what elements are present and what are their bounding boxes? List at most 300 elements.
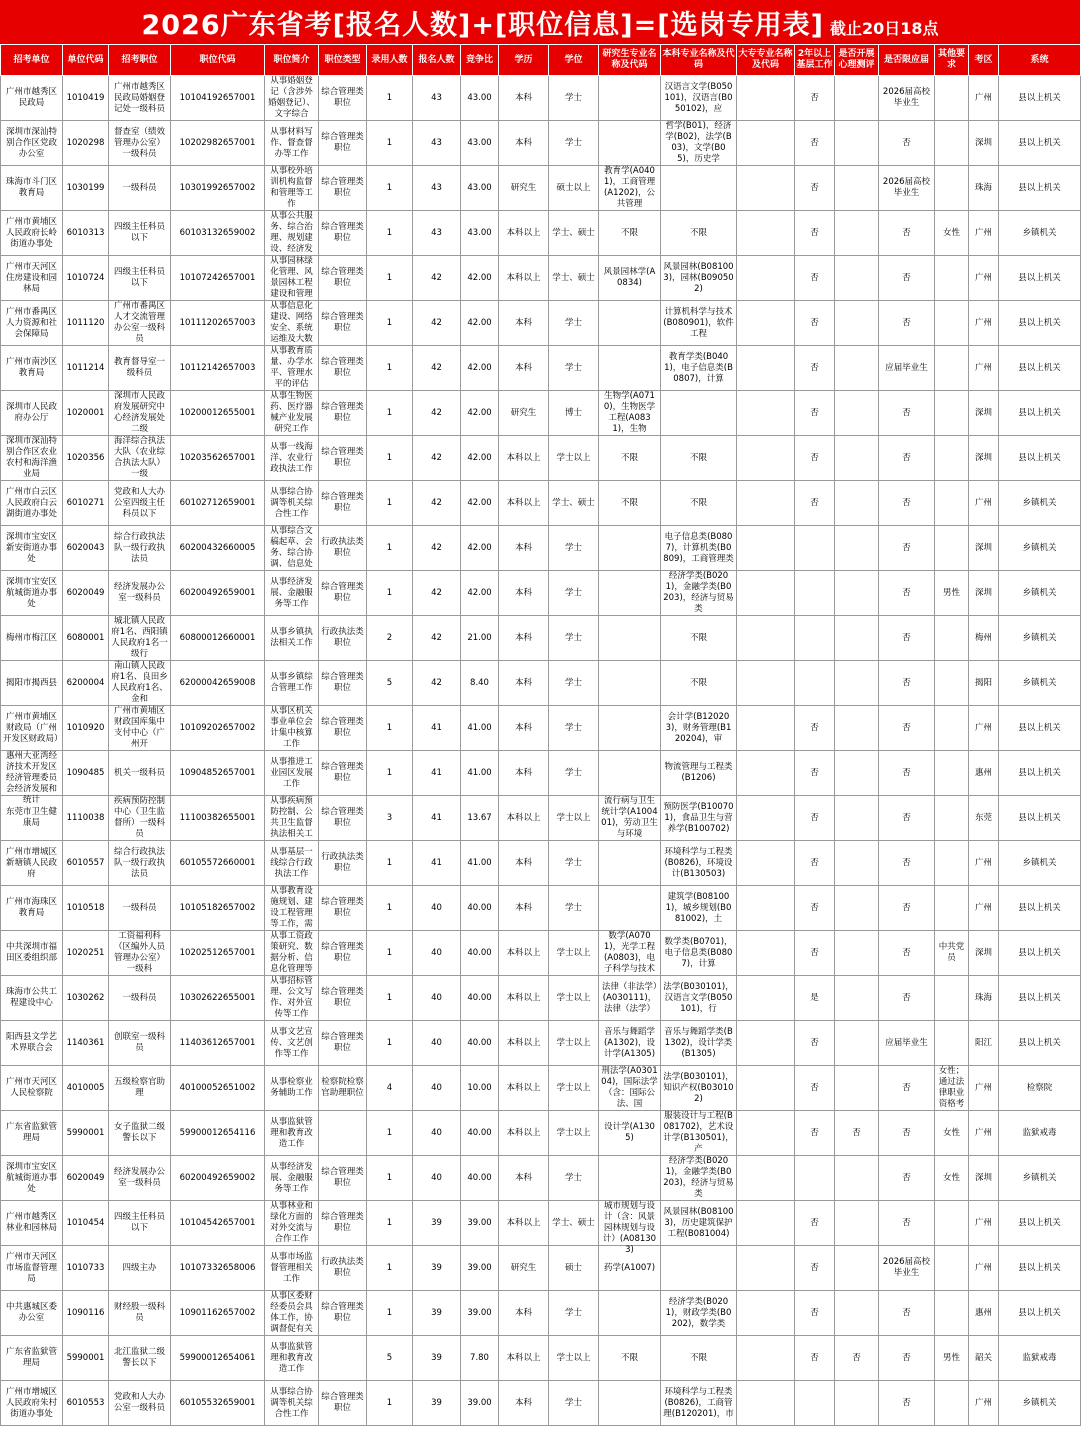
cell-text: 从事文艺宣传、文艺创作等工作 bbox=[270, 1026, 313, 1059]
cell-text: 从事信息化建设、网络安全、系统运维及大数 bbox=[270, 301, 313, 344]
table-cell bbox=[1, 1336, 63, 1381]
table-row bbox=[1, 751, 1081, 796]
table-cell bbox=[499, 436, 549, 481]
cell-text: 否 bbox=[810, 92, 819, 103]
cell-text: 四级主任科员以下 bbox=[113, 267, 165, 288]
cell-text: 学士、硕士 bbox=[552, 272, 595, 283]
cell-text: 10107332658006 bbox=[179, 1262, 256, 1273]
table-row bbox=[1, 166, 1081, 211]
table-cell bbox=[109, 1156, 171, 1201]
table-cell bbox=[499, 1291, 549, 1336]
cell-text: 42 bbox=[431, 542, 442, 553]
cell-text: 深圳市深汕特别合作区农业农村和海洋渔业局 bbox=[5, 436, 57, 479]
table-cell bbox=[171, 1336, 265, 1381]
table-cell bbox=[999, 841, 1081, 886]
cell-text: 从事经济发展、金融服务等工作 bbox=[270, 576, 313, 609]
table-cell bbox=[549, 1201, 599, 1246]
cell-text: 1 bbox=[386, 92, 393, 103]
table-row bbox=[1, 1336, 1081, 1381]
table-cell bbox=[599, 751, 661, 796]
table-cell bbox=[109, 841, 171, 886]
table-cell bbox=[109, 1291, 171, 1336]
table-cell bbox=[319, 1246, 367, 1291]
table-cell bbox=[413, 1291, 461, 1336]
table-cell bbox=[599, 616, 661, 661]
table-cell bbox=[835, 616, 879, 661]
table-cell bbox=[879, 796, 935, 841]
table-cell bbox=[969, 616, 999, 661]
cell-text: 广州市黄埔区人民政府长岭街道办事处 bbox=[5, 216, 57, 249]
cell-text: 从事区委财经委员会具体工作，协调督促有关 bbox=[270, 1291, 313, 1334]
table-cell bbox=[737, 841, 795, 886]
cell-text: 10301992657002 bbox=[179, 182, 256, 193]
cell-text: 数学类(B0701)，电子信息类(B0807)，计算 bbox=[664, 936, 733, 969]
table-cell bbox=[599, 1111, 661, 1156]
cell-text: 否 bbox=[810, 1262, 819, 1273]
table-row bbox=[1, 1066, 1081, 1111]
cell-text: 1 bbox=[386, 272, 393, 283]
table-cell bbox=[109, 436, 171, 481]
table-cell bbox=[413, 886, 461, 931]
table-cell bbox=[461, 76, 499, 121]
cell-text: 女性 bbox=[942, 1172, 960, 1183]
table-cell bbox=[1, 886, 63, 931]
table-cell bbox=[661, 301, 737, 346]
table-cell bbox=[935, 76, 969, 121]
table-cell bbox=[367, 886, 413, 931]
table-cell bbox=[1, 1246, 63, 1291]
cell-text: 县以上机关 bbox=[1018, 1037, 1061, 1048]
table-cell bbox=[795, 1246, 835, 1291]
cell-text: 43 bbox=[431, 227, 442, 238]
table-cell bbox=[599, 706, 661, 751]
cell-text: 珠海 bbox=[974, 182, 992, 193]
table-cell bbox=[661, 211, 737, 256]
table-cell bbox=[661, 976, 737, 1021]
cell-text: 43 bbox=[431, 137, 442, 148]
table-cell bbox=[999, 76, 1081, 121]
table-cell bbox=[413, 571, 461, 616]
cell-text: 10302622655001 bbox=[179, 992, 256, 1003]
cell-text: 1020298 bbox=[66, 137, 105, 148]
table-cell bbox=[265, 1381, 319, 1426]
cell-text: 10112142657003 bbox=[179, 362, 256, 373]
cell-text: 42.00 bbox=[467, 452, 492, 463]
table-cell bbox=[737, 886, 795, 931]
cell-text: 学士、硕士 bbox=[552, 497, 595, 508]
cell-text: 设计学(A1305) bbox=[604, 1122, 655, 1143]
table-cell bbox=[661, 1381, 737, 1426]
cell-text: 42.00 bbox=[467, 317, 492, 328]
table-cell bbox=[1, 301, 63, 346]
table-cell bbox=[109, 1066, 171, 1111]
cell-text: 从事教育质量、办学水平、管理水平的评估 bbox=[270, 346, 313, 389]
cell-text: 经济学类(B0201)，金融学类(B0203)，经济与贸易类 bbox=[663, 571, 734, 614]
table-cell bbox=[599, 661, 661, 706]
table-cell bbox=[265, 1066, 319, 1111]
cell-text: 39 bbox=[431, 1217, 442, 1228]
table-cell bbox=[109, 211, 171, 256]
cell-text: 音乐与舞蹈学(A1302)，设计学(A1305) bbox=[603, 1026, 656, 1059]
table-cell bbox=[599, 301, 661, 346]
table-cell bbox=[969, 526, 999, 571]
table-cell bbox=[367, 256, 413, 301]
cell-text: 综合管理类职位 bbox=[321, 87, 364, 108]
table-cell bbox=[737, 301, 795, 346]
table-cell bbox=[835, 121, 879, 166]
table-cell bbox=[661, 706, 737, 751]
cell-text: 学士 bbox=[564, 362, 582, 373]
table-cell bbox=[499, 1336, 549, 1381]
cell-text: 综合管理类职位 bbox=[321, 897, 364, 918]
table-cell bbox=[461, 841, 499, 886]
table-cell bbox=[795, 121, 835, 166]
table-cell bbox=[969, 391, 999, 436]
table-cell bbox=[319, 346, 367, 391]
cell-text: 2026届高校毕业生 bbox=[882, 1257, 931, 1278]
cell-text: 深圳 bbox=[974, 407, 992, 418]
table-cell bbox=[461, 481, 499, 526]
table-cell bbox=[461, 1201, 499, 1246]
column-header: 考区 bbox=[969, 45, 999, 76]
table-cell bbox=[969, 1201, 999, 1246]
table-cell bbox=[879, 1201, 935, 1246]
table-cell bbox=[737, 1336, 795, 1381]
table-cell bbox=[109, 481, 171, 526]
table-cell bbox=[265, 1246, 319, 1291]
table-cell bbox=[171, 1381, 265, 1426]
cell-text: 否 bbox=[902, 677, 911, 688]
cell-text: 深圳 bbox=[974, 542, 992, 553]
cell-text: 10203562657001 bbox=[179, 452, 256, 463]
cell-text: 42 bbox=[431, 587, 442, 598]
cell-text: 广州 bbox=[974, 1217, 992, 1228]
table-cell bbox=[171, 1156, 265, 1201]
cell-text: 4010005 bbox=[66, 1082, 105, 1093]
table-cell bbox=[795, 976, 835, 1021]
cell-text: 1 bbox=[386, 1397, 393, 1408]
table-cell bbox=[795, 931, 835, 976]
cell-text: 10111202657003 bbox=[179, 317, 256, 328]
cell-text: 本科以上 bbox=[506, 1082, 541, 1093]
cell-text: 党政和人大办公室一级科员 bbox=[113, 1392, 165, 1413]
cell-text: 本科 bbox=[514, 1397, 532, 1408]
table-cell bbox=[319, 886, 367, 931]
table-cell bbox=[1, 166, 63, 211]
table-cell bbox=[969, 931, 999, 976]
table-cell bbox=[319, 1066, 367, 1111]
cell-text: 6010313 bbox=[66, 227, 105, 238]
table-cell bbox=[969, 121, 999, 166]
cell-text: 否 bbox=[810, 407, 819, 418]
cell-text: 10202982657001 bbox=[179, 137, 256, 148]
cell-text: 41.00 bbox=[467, 857, 492, 868]
cell-text: 县以上机关 bbox=[1018, 452, 1061, 463]
table-cell bbox=[461, 301, 499, 346]
table-cell bbox=[549, 841, 599, 886]
table-cell bbox=[599, 976, 661, 1021]
table-cell bbox=[109, 166, 171, 211]
table-cell bbox=[499, 751, 549, 796]
cell-text: 否 bbox=[902, 812, 911, 823]
table-cell bbox=[1, 931, 63, 976]
table-cell bbox=[835, 256, 879, 301]
page-subtitle: 截止20日18点 bbox=[829, 18, 939, 38]
cell-text: 不限 bbox=[689, 452, 707, 463]
table-cell bbox=[171, 1111, 265, 1156]
table-cell bbox=[549, 931, 599, 976]
cell-text: 学士以上 bbox=[556, 1352, 591, 1363]
table-cell bbox=[499, 391, 549, 436]
cell-text: 不限 bbox=[689, 497, 707, 508]
cell-text: 县以上机关 bbox=[1018, 272, 1061, 283]
cell-text: 否 bbox=[810, 452, 819, 463]
table-cell bbox=[109, 1111, 171, 1156]
cell-text: 教育学类(B0401)，电子信息类(B0807)，计算 bbox=[664, 351, 733, 384]
cell-text: 40 bbox=[431, 1037, 442, 1048]
table-cell bbox=[1, 436, 63, 481]
table-cell bbox=[63, 166, 109, 211]
table-header-row bbox=[1, 45, 1081, 76]
cell-text: 40.00 bbox=[467, 1037, 492, 1048]
table-cell bbox=[265, 976, 319, 1021]
cell-text: 综合管理类职位 bbox=[321, 492, 364, 513]
table-cell bbox=[63, 1246, 109, 1291]
cell-text: 乡镇机关 bbox=[1022, 677, 1057, 688]
table-cell bbox=[319, 571, 367, 616]
table-cell bbox=[413, 256, 461, 301]
table-cell bbox=[661, 526, 737, 571]
title-bar bbox=[0, 0, 1080, 44]
table-cell bbox=[109, 661, 171, 706]
cell-text: 43 bbox=[431, 92, 442, 103]
table-cell bbox=[319, 1381, 367, 1426]
cell-text: 40 bbox=[431, 1127, 442, 1138]
table-cell bbox=[879, 571, 935, 616]
table-cell bbox=[461, 166, 499, 211]
table-cell bbox=[969, 346, 999, 391]
cell-text: 否 bbox=[810, 182, 819, 193]
cell-text: 五级检察官助理 bbox=[113, 1077, 165, 1098]
cell-text: 本科 bbox=[514, 92, 532, 103]
cell-text: 5 bbox=[386, 1352, 393, 1363]
cell-text: 综合管理类职位 bbox=[321, 312, 364, 333]
table-cell bbox=[461, 1381, 499, 1426]
cell-text: 本科 bbox=[514, 677, 532, 688]
table-cell bbox=[1, 706, 63, 751]
table-row bbox=[1, 1111, 1081, 1156]
table-cell bbox=[367, 211, 413, 256]
table-cell bbox=[737, 1111, 795, 1156]
table-cell bbox=[969, 301, 999, 346]
cell-text: 39.00 bbox=[467, 1217, 492, 1228]
cell-text: 从事园林绿化管理、风景园林工程建设和管理 bbox=[270, 256, 313, 299]
table-cell bbox=[795, 1291, 835, 1336]
cell-text: 6020043 bbox=[66, 542, 105, 553]
table-cell bbox=[999, 751, 1081, 796]
table-cell bbox=[935, 1291, 969, 1336]
cell-text: 否 bbox=[852, 1352, 861, 1363]
cell-text: 不限 bbox=[689, 677, 707, 688]
table-row bbox=[1, 796, 1081, 841]
cell-text: 60800012660001 bbox=[179, 632, 256, 643]
table-cell bbox=[171, 706, 265, 751]
table-cell bbox=[549, 1156, 599, 1201]
cell-text: 深圳市宝安区新安街道办事处 bbox=[5, 531, 57, 564]
cell-text: 10202512657001 bbox=[179, 947, 256, 958]
cell-text: 7.80 bbox=[470, 1352, 489, 1363]
cell-text: 从事基层一线综合行政执法工作 bbox=[270, 846, 313, 879]
table-cell bbox=[661, 166, 737, 211]
table-cell bbox=[795, 481, 835, 526]
cell-text: 8.40 bbox=[470, 677, 489, 688]
cell-text: 广州 bbox=[974, 272, 992, 283]
cell-text: 否 bbox=[902, 542, 911, 553]
cell-text: 乡镇机关 bbox=[1022, 497, 1057, 508]
cell-text: 汉语言文学(B050101)，汉语言(B050102)，应 bbox=[664, 81, 733, 114]
column-header: 研究生专业名称及代码 bbox=[599, 45, 661, 76]
cell-text: 综合管理类职位 bbox=[321, 267, 364, 288]
table-cell bbox=[413, 1066, 461, 1111]
table-cell bbox=[661, 1336, 737, 1381]
cell-text: 县以上机关 bbox=[1018, 722, 1061, 733]
cell-text: 乡镇机关 bbox=[1022, 587, 1057, 598]
cell-text: 1 bbox=[386, 452, 393, 463]
table-cell bbox=[935, 976, 969, 1021]
cell-text: 广州 bbox=[974, 722, 992, 733]
table-cell bbox=[265, 1336, 319, 1381]
table-cell bbox=[171, 1021, 265, 1066]
table-cell bbox=[879, 751, 935, 796]
cell-text: 否 bbox=[902, 1172, 911, 1183]
cell-text: 本科 bbox=[514, 587, 532, 598]
cell-text: 42.00 bbox=[467, 407, 492, 418]
table-cell bbox=[549, 256, 599, 301]
cell-text: 否 bbox=[902, 407, 911, 418]
cell-text: 一级科员 bbox=[122, 182, 157, 193]
table-cell bbox=[999, 256, 1081, 301]
cell-text: 广东省监狱管理局 bbox=[5, 1122, 57, 1143]
table-cell bbox=[795, 166, 835, 211]
cell-text: 东莞市卫生健康局 bbox=[5, 807, 57, 828]
cell-text: 5990001 bbox=[66, 1127, 105, 1138]
table-cell bbox=[879, 1111, 935, 1156]
table-cell bbox=[63, 841, 109, 886]
table-cell bbox=[367, 1201, 413, 1246]
cell-text: 本科以上 bbox=[506, 812, 541, 823]
cell-text: 42 bbox=[431, 452, 442, 463]
table-cell bbox=[549, 391, 599, 436]
table-cell bbox=[63, 1291, 109, 1336]
cell-text: 否 bbox=[902, 587, 911, 598]
table-cell bbox=[499, 211, 549, 256]
cell-text: 计算机科学与技术(B080901)，软件工程 bbox=[663, 306, 734, 339]
table-cell bbox=[599, 166, 661, 211]
cell-text: 否 bbox=[902, 452, 911, 463]
cell-text: 从事材料写作、督查督办等工作 bbox=[270, 126, 313, 159]
column-header: 招考单位 bbox=[1, 45, 63, 76]
table-cell bbox=[879, 481, 935, 526]
cell-text: 6020049 bbox=[66, 587, 105, 598]
cell-text: 否 bbox=[810, 1352, 819, 1363]
cell-text: 否 bbox=[810, 137, 819, 148]
cell-text: 深圳市深汕特别合作区党政办公室 bbox=[5, 126, 57, 159]
cell-text: 县以上机关 bbox=[1018, 767, 1061, 778]
table-cell bbox=[549, 1021, 599, 1066]
table-cell bbox=[549, 211, 599, 256]
table-cell bbox=[367, 436, 413, 481]
table-cell bbox=[549, 526, 599, 571]
table-cell bbox=[63, 661, 109, 706]
table-cell bbox=[367, 841, 413, 886]
cell-text: 本科以上 bbox=[506, 1127, 541, 1138]
cell-text: 学士以上 bbox=[556, 947, 591, 958]
table-cell bbox=[1, 1201, 63, 1246]
cell-text: 县以上机关 bbox=[1018, 92, 1061, 103]
table-cell bbox=[367, 796, 413, 841]
cell-text: 深圳 bbox=[974, 947, 992, 958]
cell-text: 数学(A0701)，光学工程(A0803)，电子科学与技术 bbox=[603, 931, 656, 974]
cell-text: 40 bbox=[431, 1082, 442, 1093]
cell-text: 学士 bbox=[564, 92, 582, 103]
table-cell bbox=[737, 256, 795, 301]
table-cell bbox=[999, 616, 1081, 661]
cell-text: 1090485 bbox=[66, 767, 105, 778]
cell-text: 59900012654061 bbox=[179, 1352, 256, 1363]
table-cell bbox=[63, 481, 109, 526]
cell-text: 中共党员 bbox=[938, 942, 965, 963]
column-header: 单位代码 bbox=[63, 45, 109, 76]
cell-text: 应届毕业生 bbox=[885, 1037, 928, 1048]
table-cell bbox=[461, 121, 499, 166]
cell-text: 62000042659008 bbox=[179, 677, 256, 688]
cell-text: 梅州 bbox=[974, 632, 992, 643]
table-cell bbox=[969, 436, 999, 481]
table-cell bbox=[319, 436, 367, 481]
column-header: 录用人数 bbox=[367, 45, 413, 76]
table-cell bbox=[63, 1066, 109, 1111]
cell-text: 从事疾病预防控制、公共卫生监督执法相关工 bbox=[270, 796, 313, 839]
cell-text: 42.00 bbox=[467, 362, 492, 373]
cell-text: 1010454 bbox=[66, 1217, 105, 1228]
table-cell bbox=[319, 796, 367, 841]
cell-text: 学士 bbox=[564, 542, 582, 553]
table-cell bbox=[935, 751, 969, 796]
table-cell bbox=[265, 301, 319, 346]
table-cell bbox=[599, 121, 661, 166]
cell-text: 4 bbox=[386, 1082, 393, 1093]
cell-text: 学士 bbox=[564, 137, 582, 148]
table-cell bbox=[461, 1156, 499, 1201]
table-cell bbox=[63, 1201, 109, 1246]
table-cell bbox=[171, 1066, 265, 1111]
table-cell bbox=[879, 1066, 935, 1111]
table-cell bbox=[367, 166, 413, 211]
table-cell bbox=[319, 706, 367, 751]
table-cell bbox=[171, 571, 265, 616]
table-cell bbox=[999, 1156, 1081, 1201]
table-cell bbox=[599, 1291, 661, 1336]
cell-text: 59900012654116 bbox=[179, 1127, 256, 1138]
cell-text: 阳江 bbox=[974, 1037, 992, 1048]
table-cell bbox=[549, 436, 599, 481]
table-cell bbox=[413, 391, 461, 436]
table-cell bbox=[969, 481, 999, 526]
table-cell bbox=[969, 1291, 999, 1336]
cell-text: 硕士 bbox=[564, 1262, 582, 1273]
table-cell bbox=[935, 1246, 969, 1291]
table-cell bbox=[499, 976, 549, 1021]
